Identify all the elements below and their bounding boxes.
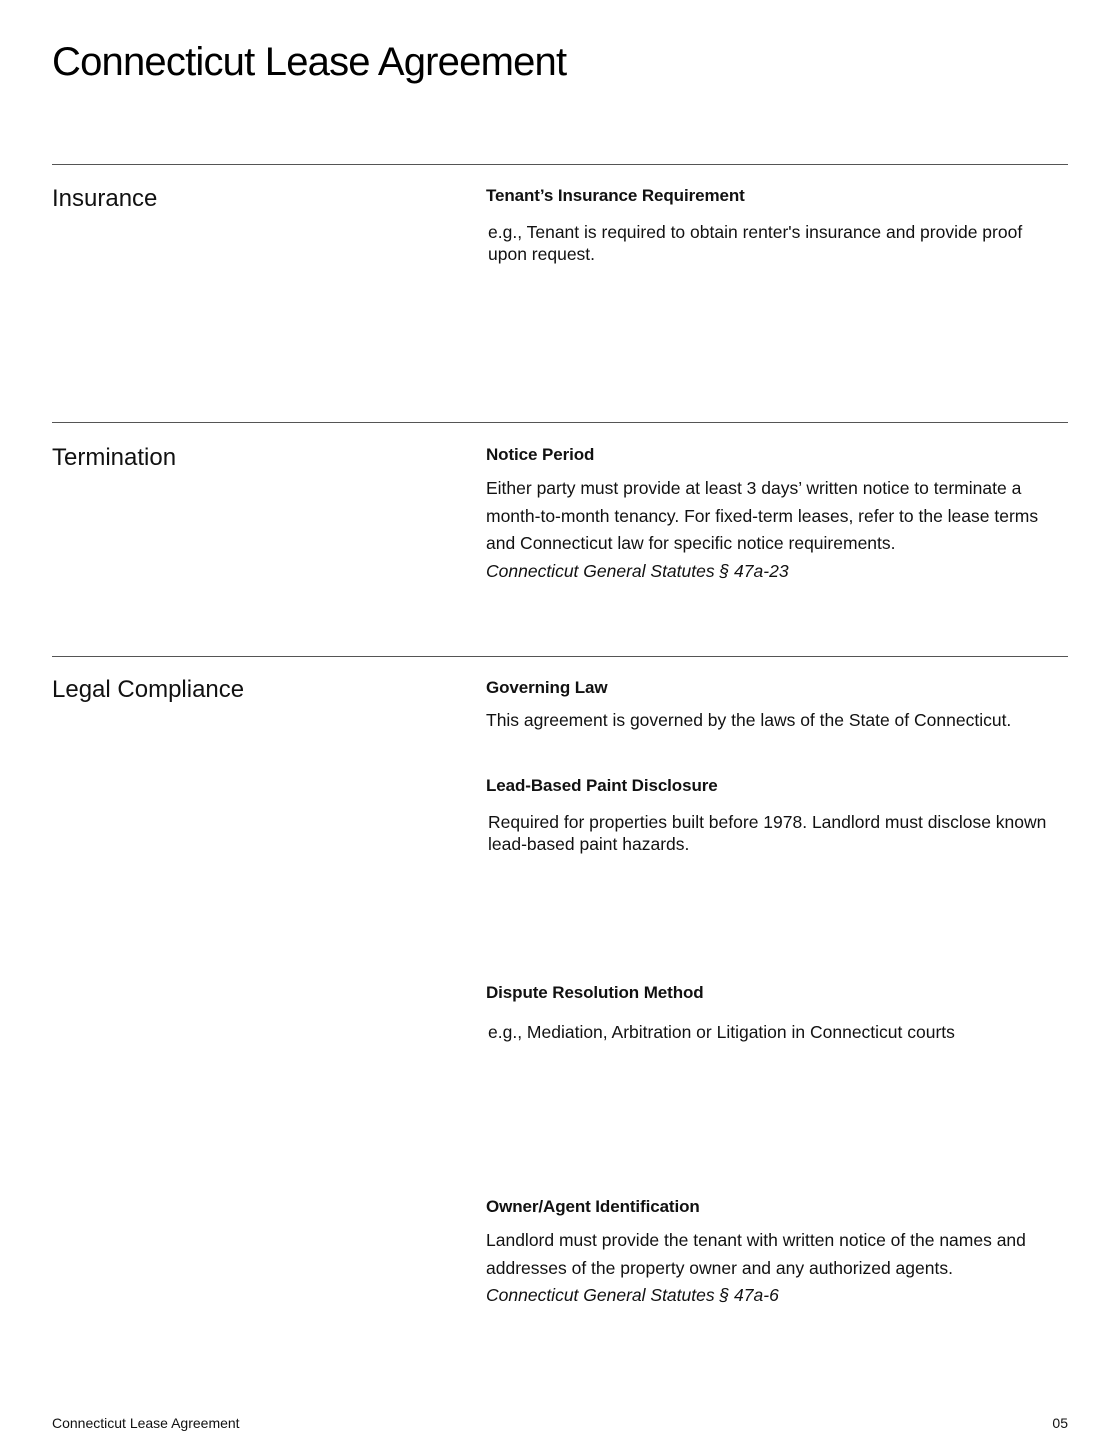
section-heading-termination: Termination xyxy=(52,444,177,471)
subheading-dispute-resolution: Dispute Resolution Method xyxy=(486,983,704,1002)
divider xyxy=(52,422,1068,423)
section-heading-legal-compliance: Legal Compliance xyxy=(52,676,245,703)
governing-law-text: This agreement is governed by the laws of the State of Connecticut. xyxy=(486,710,1012,730)
footer-title: Connecticut Lease Agreement xyxy=(52,1415,240,1431)
subheading-insurance-requirement: Tenant’s Insurance Requirement xyxy=(486,186,745,205)
owner-agent-body: Landlord must provide the tenant with written notice of the names and addresses of the property owner and any authorized agents. xyxy=(486,1230,1026,1278)
insurance-requirement-field[interactable]: e.g., Tenant is required to obtain renter's insurance and provide proof upon request. xyxy=(488,222,1023,264)
page-number: 05 xyxy=(1052,1415,1068,1431)
subheading-owner-agent: Owner/Agent Identification xyxy=(486,1197,700,1216)
lead-paint-field[interactable]: Required for properties built before 1978. Landlord must disclose known lead-based paint hazards. xyxy=(488,812,1047,854)
notice-period-text xyxy=(486,475,1061,585)
owner-agent-text xyxy=(486,1227,1046,1310)
dispute-resolution-field[interactable]: e.g., Mediation, Arbitration or Litigation in Connecticut courts xyxy=(488,1022,955,1042)
statute-citation: Connecticut General Statutes § 47a-6 xyxy=(486,1285,779,1305)
subheading-lead-paint: Lead-Based Paint Disclosure xyxy=(486,776,718,795)
statute-citation: Connecticut General Statutes § 47a-23 xyxy=(486,560,789,581)
page-title: Connecticut Lease Agreement xyxy=(52,40,567,84)
section-heading-insurance: Insurance xyxy=(52,185,158,212)
subheading-governing-law: Governing Law xyxy=(486,678,608,697)
notice-period-body: Either party must provide at least 3 days’ written notice to terminate a month-to-month tenancy. For fixed-term leases, refer to the lease terms and Connecticut law for specific notice requirements. xyxy=(486,478,1039,553)
divider xyxy=(52,656,1068,657)
subheading-notice-period: Notice Period xyxy=(486,445,595,464)
divider xyxy=(52,164,1068,165)
